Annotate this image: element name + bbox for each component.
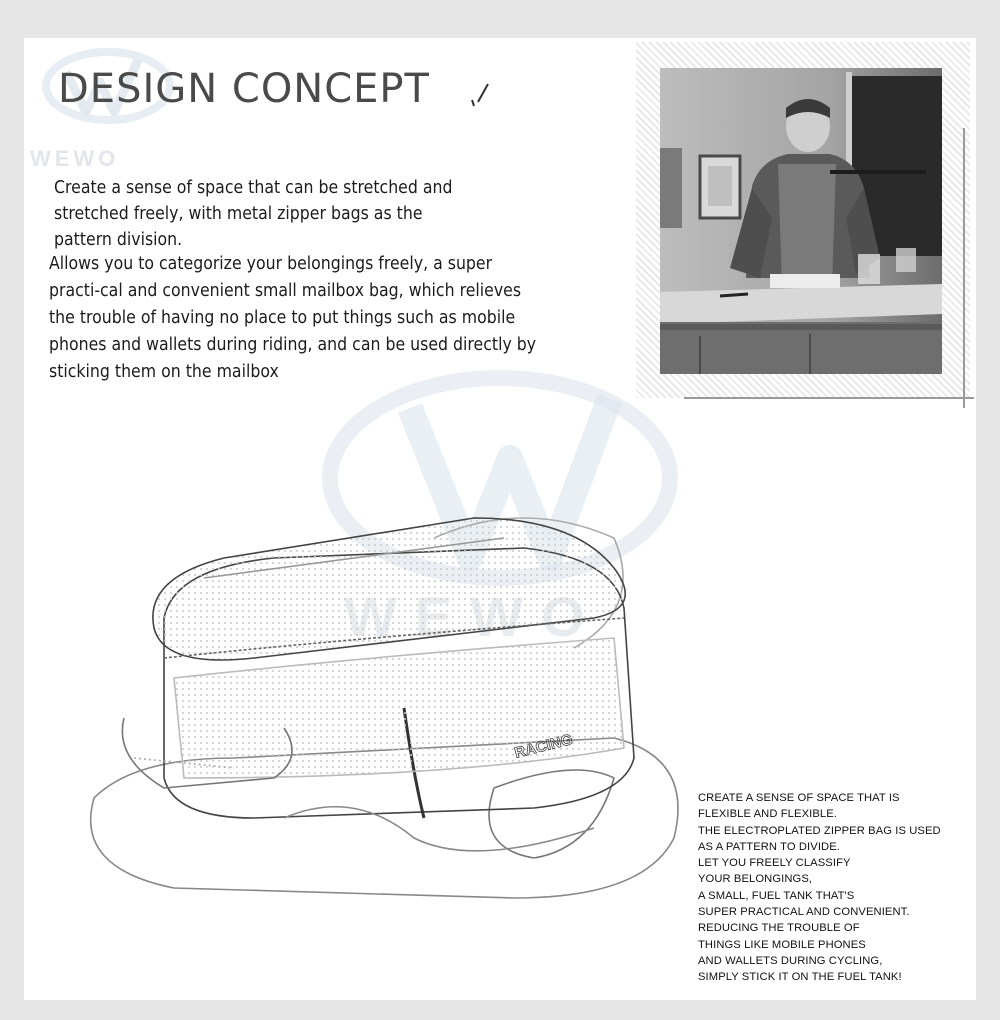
caption-line: REDUCING THE TROUBLE OF	[698, 922, 860, 935]
caption-line: AS A PATTERN TO DIVIDE.	[698, 840, 840, 853]
page-title: DESIGN CONCEPT	[58, 66, 430, 112]
frame-corner-lines	[684, 128, 974, 418]
description-paragraph: Allows you to categorize your belongings freely, a super practi-cal and convenient small mailbox bag, which relieves the trouble of having no place to put things such as mobile phones and wallets during riding, and can be used directly by sticking them on the mailbox	[49, 254, 537, 382]
caption-line: A SMALL, FUEL TANK THAT'S	[698, 889, 855, 902]
caption-line: SUPER PRACTICAL AND CONVENIENT.	[698, 906, 910, 919]
product-card	[24, 38, 976, 1000]
pen-mark-icon	[468, 80, 494, 110]
product-logo-text: RACING	[512, 731, 575, 762]
caption-line: THINGS LIKE MOBILE PHONES	[698, 938, 866, 951]
caption-line: THE ELECTROPLATED ZIPPER BAG IS USED	[698, 824, 941, 837]
caption-line: LET YOU FREELY CLASSIFY	[698, 857, 851, 870]
tank-bag-sketch	[54, 458, 694, 908]
caption-line: YOUR BELONGINGS,	[698, 873, 813, 886]
caption-line: AND WALLETS DURING CYCLING,	[698, 954, 883, 967]
watermark-brand-text: WEWO	[30, 146, 120, 171]
intro-paragraph: Create a sense of space that can be stretched and stretched freely, with metal zipper bags as the pattern division.	[54, 178, 453, 250]
caption-line: SIMPLY STICK IT ON THE FUEL TANK!	[698, 971, 902, 984]
caption-line: FLEXIBLE AND FLEXIBLE.	[698, 808, 837, 821]
caption-line: CREATE A SENSE OF SPACE THAT IS	[698, 792, 900, 804]
caption-block	[698, 790, 976, 986]
